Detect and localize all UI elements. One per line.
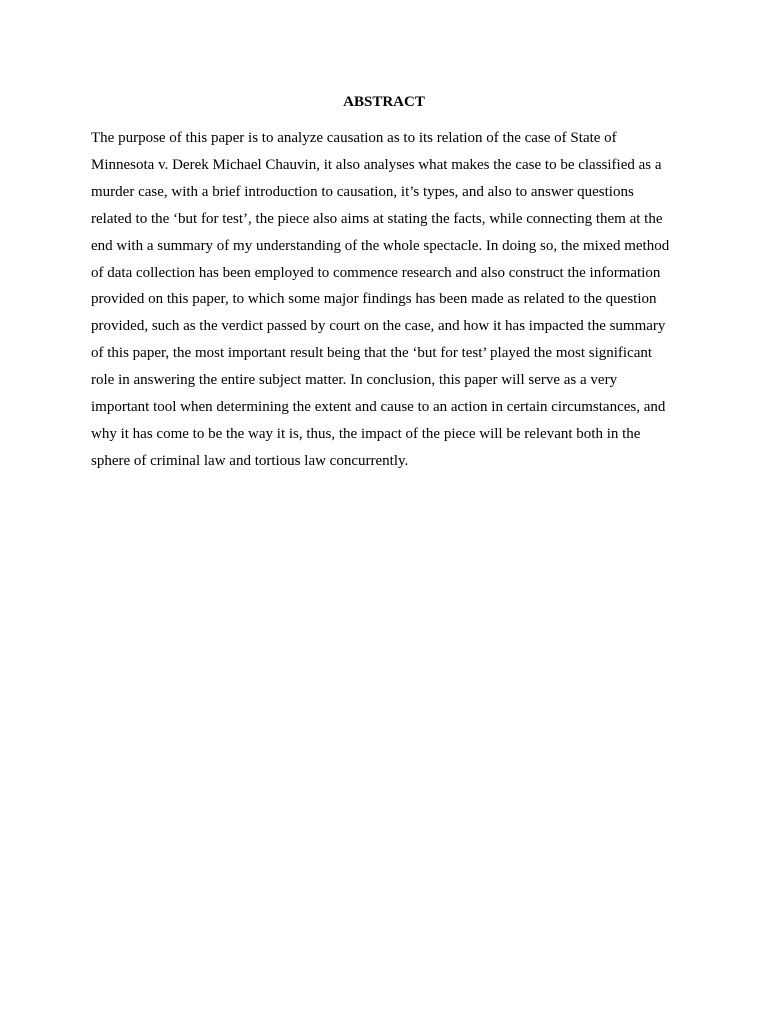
abstract-line: provided, such as the verdict passed by court on the case, and how it has impacted the summary xyxy=(91,318,666,335)
abstract-line: role in answering the entire subject matter. In conclusion, this paper will serve as a very xyxy=(91,372,618,389)
abstract-line: The purpose of this paper is to analyze causation as to its relation of the case of State of xyxy=(91,130,617,146)
abstract-heading: ABSTRACT xyxy=(343,94,425,110)
abstract-paragraph xyxy=(91,125,679,475)
abstract-line: of data collection has been employed to commence research and also construct the information xyxy=(91,264,661,281)
abstract-line: murder case, with a brief introduction to causation, it’s types, and also to answer questions xyxy=(91,183,634,200)
abstract-line: important tool when determining the extent and cause to an action in certain circumstances, and xyxy=(91,399,666,416)
abstract-line: end with a summary of my understanding of the whole spectacle. In doing so, the mixed method xyxy=(91,237,670,254)
abstract-line: of this paper, the most important result being that the ‘but for test’ played the most significant xyxy=(91,345,653,362)
abstract-line: why it has come to be the way it is, thus, the impact of the piece will be relevant both in the xyxy=(91,425,641,442)
abstract-line: related to the ‘but for test’, the piece also aims at stating the facts, while connecting them at the xyxy=(91,210,663,227)
abstract-line: sphere of criminal law and tortious law concurrently. xyxy=(91,452,409,469)
abstract-line: provided on this paper, to which some major findings has been made as related to the question xyxy=(91,291,657,308)
abstract-line: Minnesota v. Derek Michael Chauvin, it also analyses what makes the case to be classified as a xyxy=(91,156,662,173)
